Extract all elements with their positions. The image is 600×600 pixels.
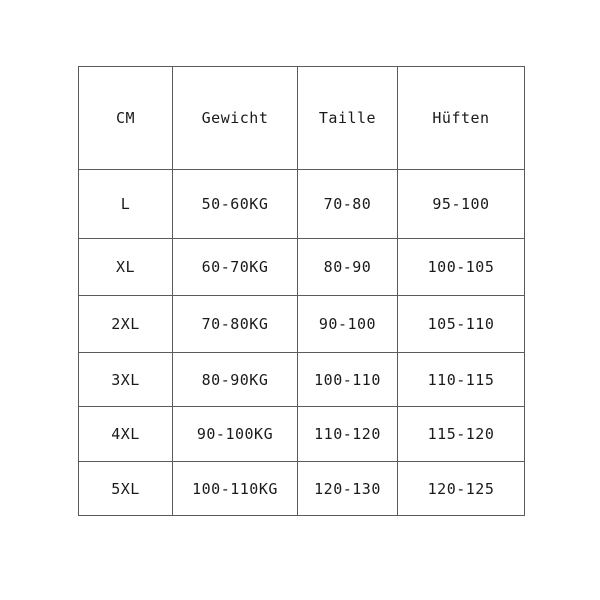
table-row	[79, 407, 525, 462]
weight-cell	[173, 462, 298, 516]
hips-value: 100-105	[427, 258, 495, 276]
table-row	[79, 170, 525, 239]
header-cell-hips	[398, 67, 525, 170]
waist-value: 70-80	[323, 195, 372, 213]
waist-value: 80-90	[323, 258, 372, 276]
header-waist-label: Taille	[318, 109, 377, 127]
waist-cell	[298, 462, 398, 516]
waist-cell	[298, 239, 398, 296]
hips-cell	[398, 462, 525, 516]
size-value: 5XL	[111, 479, 140, 498]
hips-value: 115-120	[427, 425, 495, 443]
weight-value: 100-110KG	[192, 479, 278, 498]
weight-value: 70-80KG	[201, 315, 269, 333]
weight-cell	[173, 239, 298, 296]
weight-value: 50-60KG	[201, 195, 269, 213]
waist-cell	[298, 407, 398, 462]
weight-cell	[173, 353, 298, 407]
weight-cell	[173, 170, 298, 239]
waist-value: 100-110	[314, 370, 381, 389]
size-cell	[79, 353, 173, 407]
table-row	[79, 239, 525, 296]
size-value: L	[120, 195, 131, 213]
waist-value: 90-100	[318, 315, 377, 333]
size-value: XL	[115, 258, 136, 276]
header-cell-weight	[173, 67, 298, 170]
size-cell	[79, 170, 173, 239]
size-value: 4XL	[111, 425, 140, 443]
hips-value: 95-100	[432, 195, 490, 213]
size-cell	[79, 462, 173, 516]
size-cell	[79, 407, 173, 462]
size-cell	[79, 239, 173, 296]
hips-cell	[398, 296, 525, 353]
waist-cell	[298, 296, 398, 353]
hips-cell	[398, 353, 525, 407]
size-cell	[79, 296, 173, 353]
hips-value: 120-125	[427, 479, 495, 498]
waist-value: 120-130	[314, 479, 381, 498]
hips-cell	[398, 239, 525, 296]
hips-value: 110-115	[427, 370, 495, 389]
header-cell-waist	[298, 67, 398, 170]
weight-value: 90-100KG	[196, 425, 274, 443]
weight-value: 60-70KG	[201, 258, 269, 276]
header-hips-label: Hüften	[432, 109, 490, 127]
table-header-row	[79, 67, 525, 170]
header-cell-size	[79, 67, 173, 170]
weight-cell	[173, 296, 298, 353]
size-chart-table	[78, 66, 525, 516]
size-value: 2XL	[111, 315, 140, 333]
header-weight-label: Gewicht	[201, 109, 269, 127]
header-size-label: CM	[115, 109, 136, 127]
weight-value: 80-90KG	[201, 370, 269, 389]
table-row	[79, 353, 525, 407]
hips-value: 105-110	[427, 315, 495, 333]
table-row	[79, 462, 525, 516]
size-value: 3XL	[111, 370, 140, 389]
waist-value: 110-120	[314, 425, 381, 443]
weight-cell	[173, 407, 298, 462]
waist-cell	[298, 170, 398, 239]
table-row	[79, 296, 525, 353]
hips-cell	[398, 170, 525, 239]
hips-cell	[398, 407, 525, 462]
waist-cell	[298, 353, 398, 407]
